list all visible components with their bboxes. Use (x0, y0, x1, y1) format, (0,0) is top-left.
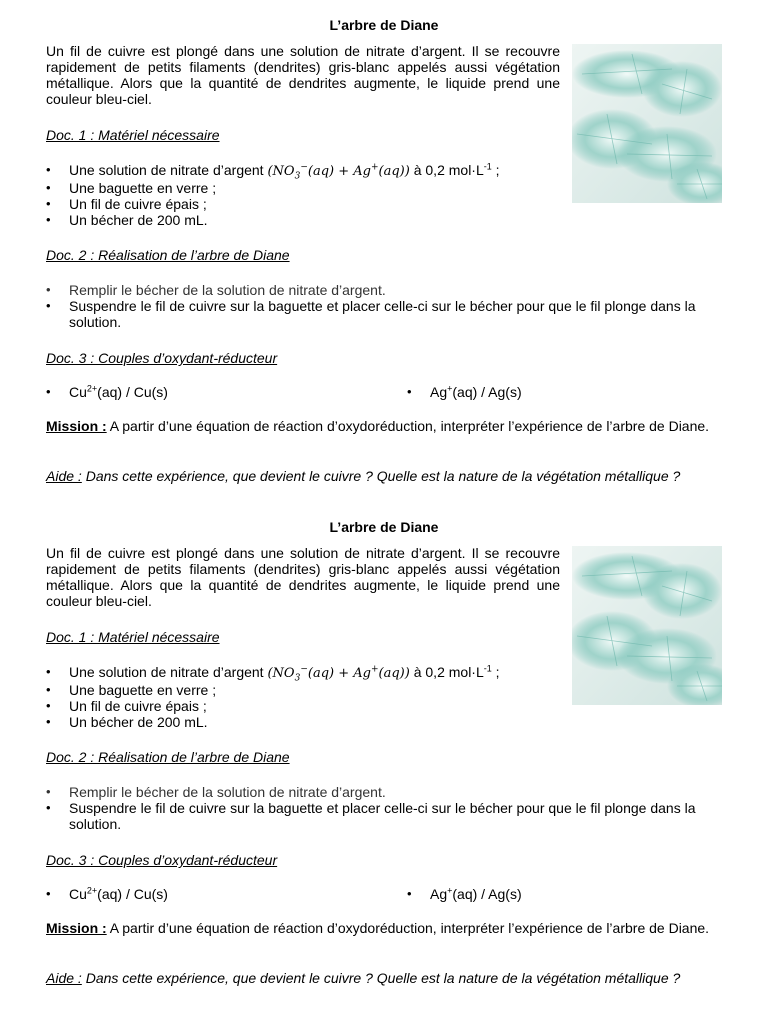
list-item: • Suspendre le fil de cuivre sur la baguette et placer celle-ci sur le bécher pour que le fil plonge dans la solution. (46, 298, 722, 330)
redox-couple-silver: • Ag+(aq) / Ag(s) (407, 384, 522, 400)
worksheet-title: L’arbre de Diane (329, 17, 439, 33)
worksheet-copy-1 (46, 0, 722, 502)
worksheet-copy-2 (46, 502, 722, 1004)
doc2-steps-list (46, 784, 722, 832)
intro-paragraph: Un fil de cuivre est plongé dans une solution de nitrate d’argent. Il se recouvre rapidement de petits filaments (dendrites) gris-blanc appelés aussi végétation métallique. Alors que la quantité de dendrites augmente, le liquide prend une couleur bleu-ciel. (46, 43, 560, 107)
intro-paragraph: Un fil de cuivre est plongé dans une solution de nitrate d’argent. Il se recouvre rapidement de petits filaments (dendrites) gris-blanc appelés aussi végétation métallique. Alors que la quantité de dendrites augmente, le liquide prend une couleur bleu-ciel. (46, 545, 560, 609)
redox-couple-copper: • $Cu^{2+}(aq) / Cu(s)$ (46, 384, 168, 400)
worksheet-title: L’arbre de Diane (329, 519, 439, 535)
doc2-steps-list (46, 282, 722, 330)
redox-couple-silver: • Ag+(aq) / Ag(s) (407, 886, 522, 902)
list-item: • Une baguette en verre ; (46, 180, 722, 196)
doc1-material-list (46, 162, 722, 228)
list-item: • Un fil de cuivre épais ; (46, 196, 722, 212)
list-item: • Un bécher de 200 mL. (46, 212, 722, 228)
list-item: • Un fil de cuivre épais ; (46, 698, 722, 714)
list-item: • Une baguette en verre ; (46, 682, 722, 698)
doc1-material-list (46, 664, 722, 730)
doc3-title: Doc. 3 : Couples d’oxydant-réducteur (46, 350, 278, 366)
mission-paragraph: Mission : A partir d’une équation de réaction d’oxydoréduction, interpréter l’expérience de l’arbre de Diane. (46, 418, 710, 434)
hint-paragraph: Aide : Dans cette expérience, que devient le cuivre ? Quelle est la nature de la végétation métallique ? (46, 970, 681, 986)
list-item: • Un bécher de 200 mL. (46, 714, 722, 730)
chemical-formula: $(NO_3^-(aq) + Ag^+(aq))$ (267, 162, 410, 182)
list-item: • Remplir le bécher de la solution de nitrate d’argent. (46, 282, 722, 298)
doc2-title: Doc. 2 : Réalisation de l’arbre de Diane (46, 749, 290, 765)
redox-couple-copper: • $Cu^{2+}(aq) / Cu(s)$ (46, 886, 168, 902)
list-item: • Remplir le bécher de la solution de nitrate d’argent. (46, 784, 722, 800)
doc2-title: Doc. 2 : Réalisation de l’arbre de Diane (46, 247, 290, 263)
hint-paragraph: Aide : Dans cette expérience, que devient le cuivre ? Quelle est la nature de la végétation métallique ? (46, 468, 681, 484)
doc1-title: Doc. 1 : Matériel nécessaire (46, 127, 220, 143)
doc1-title: Doc. 1 : Matériel nécessaire (46, 629, 220, 645)
list-item: • Suspendre le fil de cuivre sur la baguette et placer celle-ci sur le bécher pour que le fil plonge dans la solution. (46, 800, 722, 832)
list-item: • Une solution de nitrate d’argent $(NO_3^-(aq) + Ag^+(aq))$ à 0,2 $mol\cdot L^{-1}$ ; (46, 162, 722, 180)
list-item: • Une solution de nitrate d’argent $(NO_3^-(aq) + Ag^+(aq))$ à 0,2 $mol\cdot L^{-1}$ ; (46, 664, 722, 682)
mission-paragraph: Mission : A partir d’une équation de réaction d’oxydoréduction, interpréter l’expérience de l’arbre de Diane. (46, 920, 710, 936)
chemical-formula: $(NO_3^-(aq) + Ag^+(aq))$ (267, 664, 410, 684)
doc3-title: Doc. 3 : Couples d’oxydant-réducteur (46, 852, 278, 868)
